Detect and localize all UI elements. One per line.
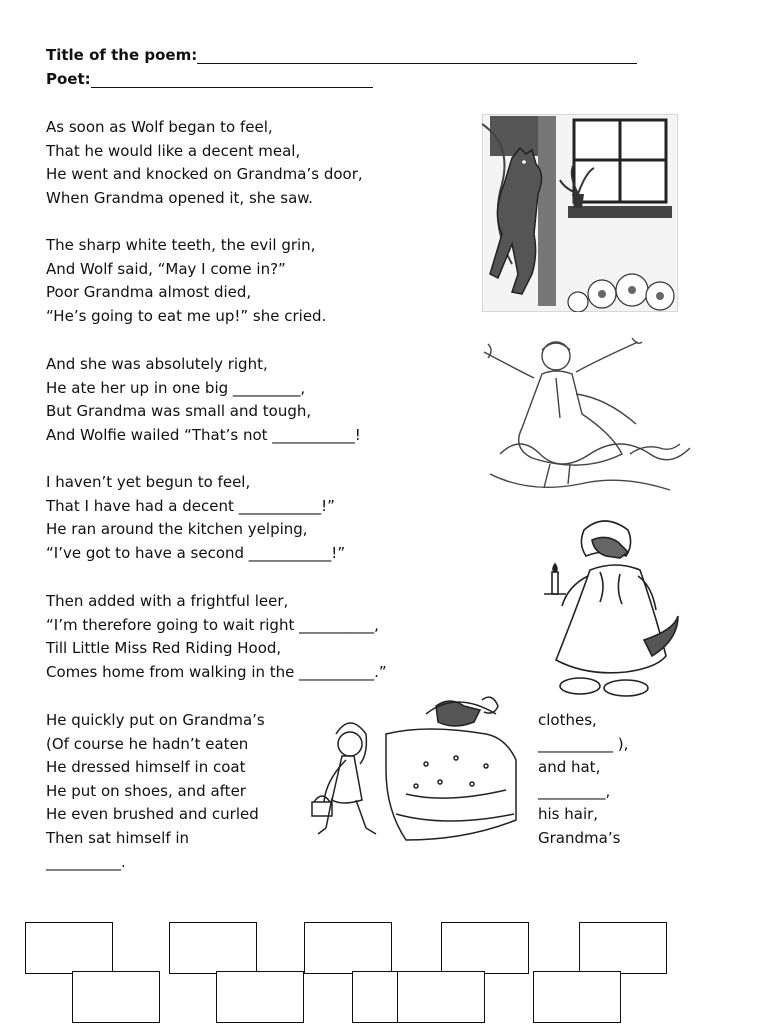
poem-line: When Grandma opened it, she saw. bbox=[46, 188, 313, 207]
poet-answer-line[interactable] bbox=[91, 71, 373, 88]
stanza-4 bbox=[46, 471, 345, 565]
poem-line: __________ ), bbox=[538, 734, 629, 753]
poem-line: “I’ve got to have a second ___________!” bbox=[46, 543, 346, 562]
poem-line: _________, bbox=[538, 781, 611, 800]
poem-line: As soon as Wolf began to feel, bbox=[46, 118, 273, 136]
grandma-falling-illustration bbox=[480, 334, 698, 500]
poem-line: Till Little Miss Red Riding Hood, bbox=[46, 639, 282, 658]
poem-line: The sharp white teeth, the evil grin, bbox=[46, 236, 316, 254]
answer-box[interactable] bbox=[441, 922, 529, 974]
answer-box[interactable] bbox=[169, 922, 257, 974]
poem-line: and hat, bbox=[538, 758, 601, 777]
answer-box[interactable] bbox=[304, 922, 392, 974]
answer-box[interactable] bbox=[533, 971, 621, 1023]
poem-line: He ran around the kitchen yelping, bbox=[46, 520, 308, 539]
poem-line: He quickly put on Grandma’s bbox=[46, 711, 265, 729]
stanza-6-right bbox=[538, 709, 628, 851]
wolf-in-grandma-clothes-illustration bbox=[540, 510, 682, 700]
wolf-in-bed-illustration bbox=[306, 694, 524, 852]
poem-line: He put on shoes, and after bbox=[46, 781, 246, 800]
poem-line: He even brushed and curled bbox=[46, 805, 259, 824]
poem-line: (Of course he hadn’t eaten bbox=[46, 734, 249, 753]
poem-line: But Grandma was small and tough, bbox=[46, 402, 312, 421]
poem-line: He ate her up in one big _________, bbox=[46, 378, 306, 397]
answer-box[interactable] bbox=[579, 922, 667, 974]
answer-box[interactable] bbox=[216, 971, 304, 1023]
poem-line: clothes, bbox=[538, 711, 597, 729]
poem-line: Grandma’s bbox=[538, 828, 621, 847]
poem-line: And Wolf said, “May I come in?” bbox=[46, 259, 286, 278]
stanza-6-left bbox=[46, 709, 265, 874]
poem-line: __________. bbox=[46, 852, 126, 871]
answer-box[interactable] bbox=[25, 922, 113, 974]
poet-line bbox=[46, 70, 373, 88]
poem-line: Then added with a frightful leer, bbox=[46, 592, 289, 610]
poem-line: I haven’t yet begun to feel, bbox=[46, 473, 251, 491]
poem-line: That he would like a decent meal, bbox=[46, 141, 301, 160]
poem-line: his hair, bbox=[538, 805, 599, 824]
answer-box[interactable] bbox=[72, 971, 160, 1023]
stanza-5 bbox=[46, 590, 387, 684]
stanza-2 bbox=[46, 234, 326, 328]
poem-line: He dressed himself in coat bbox=[46, 758, 246, 777]
poem-line: Poor Grandma almost died, bbox=[46, 283, 252, 302]
stanza-1 bbox=[46, 116, 363, 210]
title-line bbox=[46, 46, 637, 64]
stanza-3 bbox=[46, 353, 361, 447]
poem-line: Then sat himself in bbox=[46, 828, 190, 847]
poem-line: And she was absolutely right, bbox=[46, 355, 268, 373]
poem-line: “I’m therefore going to wait right __________, bbox=[46, 615, 379, 634]
wolf-at-door-illustration bbox=[482, 114, 678, 312]
poem-line: Comes home from walking in the __________.” bbox=[46, 662, 387, 681]
answer-box[interactable] bbox=[397, 971, 485, 1023]
poem-line: “He’s going to eat me up!” she cried. bbox=[46, 306, 327, 325]
poem-line: That I have had a decent ___________!” bbox=[46, 496, 335, 515]
poem-line: And Wolfie wailed “That’s not ___________! bbox=[46, 425, 361, 444]
title-answer-line[interactable] bbox=[197, 47, 637, 64]
poem-line: He went and knocked on Grandma’s door, bbox=[46, 165, 363, 184]
title-label: Title of the poem: bbox=[46, 46, 198, 64]
poet-label: Poet: bbox=[46, 70, 91, 88]
